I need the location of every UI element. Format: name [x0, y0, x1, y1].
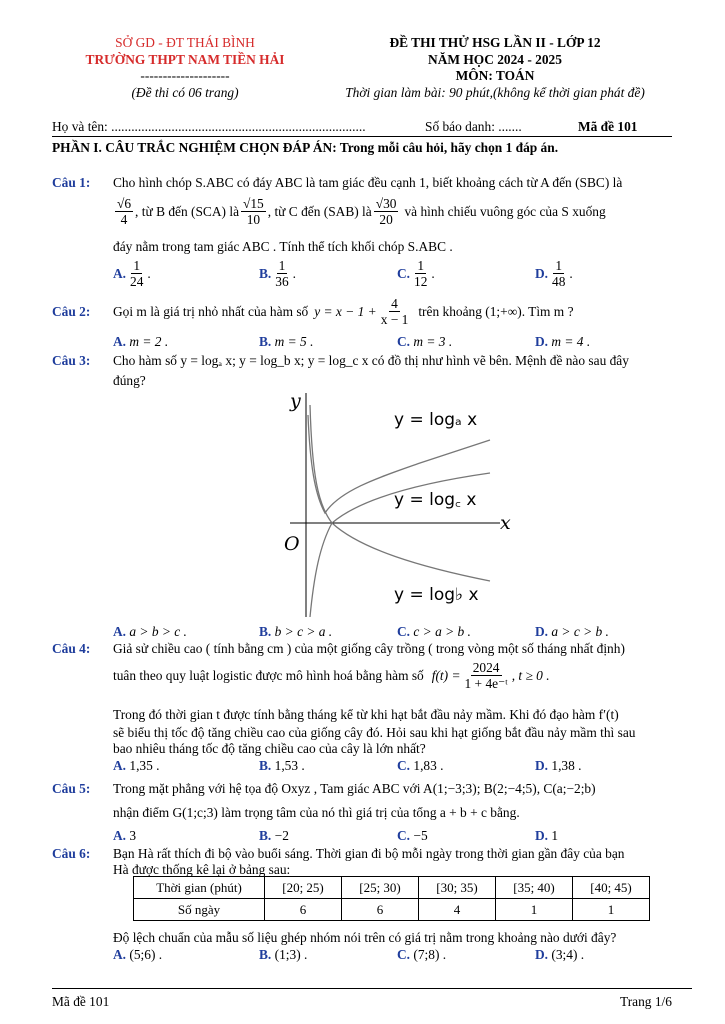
label-log-c: y = log꜀ x: [394, 490, 477, 510]
q4-text-line3: Trong đó thời gian t được tính bằng tháng kể từ khi hạt bắt đầu nảy mầm. Khi đó đạo hàm f′(t): [113, 707, 619, 722]
table-cell: 1: [496, 899, 573, 921]
subject: MÔN: TOÁN: [455, 68, 535, 83]
q6-option-a[interactable]: A. (5;6) .: [113, 947, 163, 962]
q3-option-a[interactable]: A. a > b > c .: [113, 624, 187, 639]
student-name-field: Họ và tên: ............................................................................: [52, 119, 366, 134]
x-axis-label: x: [500, 512, 511, 534]
q2-option-a[interactable]: A. m = 2 .: [113, 334, 169, 349]
table-cell: [40; 45): [573, 877, 650, 899]
q5-option-d[interactable]: D. 1: [535, 828, 559, 843]
q4-option-a[interactable]: A. 1,35 .: [113, 758, 160, 773]
table-cell: 6: [342, 899, 419, 921]
q1-label: Câu 1:: [52, 175, 91, 190]
q6-text-line3: Độ lệch chuẩn của mẫu số liệu ghép nhóm nói trên có giá trị nằm trong khoảng nào dưới đây?: [113, 930, 617, 945]
q6-option-d[interactable]: D. (3;4) .: [535, 947, 585, 962]
q2-label: Câu 2:: [52, 304, 91, 319]
q1-option-b[interactable]: B. $\frac{1}{36}$ .: [259, 258, 297, 290]
q4-text-line2: tuân theo quy luật logistic được mô hình hoá bằng hàm số f(t) = $\frac{2024}{\text{1 + 4e⁻ᵗ}}$ , t ≥ 0 .: [113, 660, 550, 692]
origin-label: O: [284, 533, 300, 555]
q6-label: Câu 6:: [52, 846, 91, 861]
q3-label: Câu 3:: [52, 353, 91, 368]
time-limit: Thời gian làm bài: 90 phút,(không kể thời gian phát đề): [345, 85, 645, 100]
q1-frac-3: $\frac{√30}{20}$: [375, 196, 397, 228]
page-count-note: (Đề thi có 06 trang): [131, 85, 239, 100]
label-log-a: y = logₐ x: [394, 410, 478, 430]
table-cell: [25; 30): [342, 877, 419, 899]
q1-text-line1: Cho hình chóp S.ABC có đáy ABC là tam giác đều cạnh 1, biết khoảng cách từ A đến (SBC) là: [113, 175, 623, 190]
q1-frac-1: $\frac{√6}{4}$: [117, 196, 132, 228]
q4-label: Câu 4:: [52, 641, 91, 656]
q1-option-d[interactable]: D. $\frac{1}{48}$ .: [535, 258, 573, 290]
q5-option-a[interactable]: A. 3: [113, 828, 137, 843]
q1-option-c[interactable]: C. $\frac{1}{12}$ .: [397, 258, 435, 290]
q6-option-c[interactable]: C. (7;8) .: [397, 947, 447, 962]
q4-text-line5: bao nhiêu tháng tốc độ tăng chiều cao của cây là lớn nhất?: [113, 741, 426, 756]
q6-frequency-table: [133, 876, 650, 921]
q5-label: Câu 5:: [52, 781, 91, 796]
student-id-field: Số báo danh: .......: [425, 119, 522, 134]
q4-text-line4: sẽ biểu thị tốc độ tăng chiều cao của giống cây đó. Hỏi sau khi hạt giống bắt đầu nảy mầm thì sau: [113, 725, 636, 740]
section-title: PHẦN I. CÂU TRẮC NGHIỆM CHỌN ĐÁP ÁN: Trong mỗi câu hỏi, hãy chọn 1 đáp án.: [52, 140, 559, 155]
q3-text-line2: đúng?: [113, 373, 146, 388]
q2-option-b[interactable]: B. m = 5 .: [259, 334, 314, 349]
table-cell: [30; 35): [419, 877, 496, 899]
footer-exam-code: Mã đề 101: [52, 994, 110, 1009]
q5-option-c[interactable]: C. −5: [397, 828, 428, 843]
table-header-days: Số ngày: [134, 899, 265, 921]
table-cell: 6: [265, 899, 342, 921]
q6-option-b[interactable]: B. (1;3) .: [259, 947, 308, 962]
school-year: NĂM HỌC 2024 - 2025: [428, 52, 562, 67]
table-cell: [20; 25): [265, 877, 342, 899]
q4-option-b[interactable]: B. 1,53 .: [259, 758, 305, 773]
table-cell: 4: [419, 899, 496, 921]
school-dept: SỞ GD - ĐT THÁI BÌNH: [115, 35, 255, 50]
info-underline: [52, 136, 672, 137]
footer-divider: [52, 988, 692, 989]
footer-page-number: Trang 1/6: [620, 994, 672, 1009]
exam-code: Mã đề 101: [578, 119, 638, 134]
table-cell: 1: [573, 899, 650, 921]
q4-option-c[interactable]: C. 1,83 .: [397, 758, 444, 773]
q2-frac: $\frac{4}{x - 1}$: [380, 296, 409, 328]
q2-option-d[interactable]: D. m = 4 .: [535, 334, 591, 349]
q1-frac-2: $\frac{√15}{10}$: [243, 196, 264, 228]
school-name: TRƯỜNG THPT NAM TIỀN HẢI: [85, 52, 285, 67]
header-divider-text: --------------------: [140, 68, 230, 83]
q1-text-line3: đáy nằm trong tam giác ABC . Tính thể tích khối chóp S.ABC .: [113, 239, 453, 254]
q3-option-c[interactable]: C. c > a > b .: [397, 624, 471, 639]
exam-title: ĐỀ THI THỬ HSG LẦN II - LỚP 12: [389, 35, 601, 50]
q4-text-line1: Giả sử chiều cao ( tính bằng cm ) của một giống cây trồng ( trong vòng một số tháng nhất định): [113, 641, 625, 656]
q3-option-d[interactable]: D. a > c > b .: [535, 624, 609, 639]
table-cell: [35; 40): [496, 877, 573, 899]
q5-text-line1: Trong mặt phẳng với hệ tọa độ Oxyz , Tam giác ABC với A(1;−3;3); B(2;−4;5), C(a;−2;b): [113, 781, 596, 796]
q4-option-d[interactable]: D. 1,38 .: [535, 758, 582, 773]
table-row: [134, 877, 650, 899]
q5-text-line2: nhận điểm G(1;c;3) làm trọng tâm của nó thì giá trị của tổng a + b + c bằng.: [113, 805, 520, 820]
q2-text: Gọi m là giá trị nhỏ nhất của hàm số y = x − 1 + $\frac{4}{x - 1}$ trên khoảng (1;+∞). Tìm m ?: [113, 296, 574, 328]
q5-option-b[interactable]: B. −2: [259, 828, 289, 843]
q3-log-graph: [270, 385, 520, 620]
q3-option-b[interactable]: B. b > c > a .: [259, 624, 333, 639]
table-header-time: Thời gian (phút): [134, 877, 265, 899]
label-log-b: y = log♭ x: [394, 585, 479, 605]
q4-frac: $\frac{2024}{\text{1 + 4e⁻ᵗ}}$: [464, 660, 508, 692]
q3-text-line1: Cho hàm số y = logₐ x; y = log_b x; y = log_c x có đồ thị như hình vẽ bên. Mệnh đề nào sau đây: [113, 353, 629, 368]
q2-option-c[interactable]: C. m = 3 .: [397, 334, 453, 349]
table-row: [134, 899, 650, 921]
q1-option-a[interactable]: A. $\frac{1}{24}$ .: [113, 258, 151, 290]
q1-text-line2: $\frac{√6}{4}$ , từ B đến (SCA) là $\frac{√15}{10}$ , từ C đến (SAB) là $\frac{√30}{20}$ và hình chiếu vuông góc của S xuống: [117, 196, 606, 228]
q6-text-line1: Bạn Hà rất thích đi bộ vào buổi sáng. Thời gian đi bộ mỗi ngày trong thời gian gần đây của bạn: [113, 846, 625, 861]
q6-text-line2: Hà được thống kê lại ở bảng sau:: [113, 862, 291, 877]
y-axis-label: y: [290, 390, 301, 412]
